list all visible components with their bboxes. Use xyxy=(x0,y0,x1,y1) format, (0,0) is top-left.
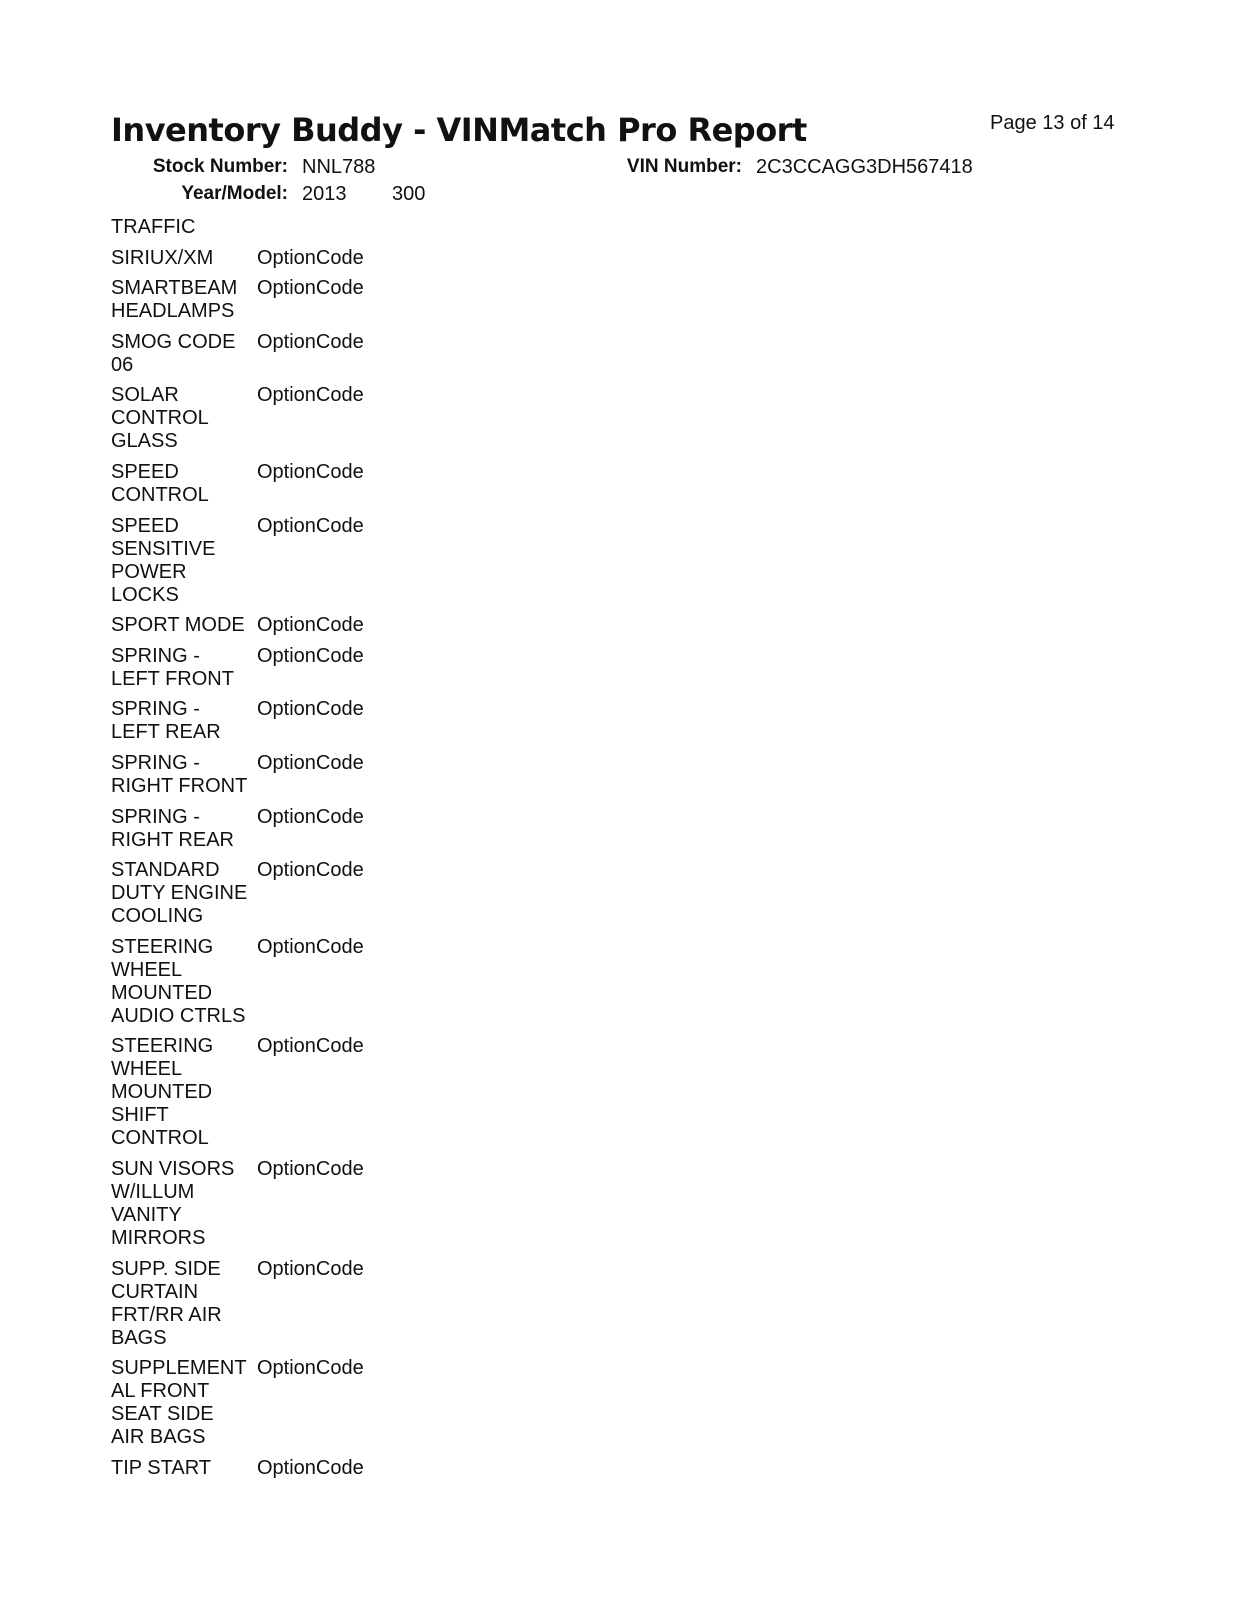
option-row xyxy=(111,515,451,607)
option-row xyxy=(111,1357,451,1449)
option-row xyxy=(111,277,451,323)
option-name: SPEED CONTROL xyxy=(111,460,209,506)
option-code: OptionCode xyxy=(257,384,364,407)
option-code: OptionCode xyxy=(257,751,364,774)
option-name: TRAFFIC xyxy=(111,216,196,238)
option-code: OptionCode xyxy=(257,859,364,882)
option-row xyxy=(111,461,451,507)
year-model-label: Year/Model: xyxy=(181,183,288,204)
option-name: SPORT MODE xyxy=(111,614,245,637)
vin-number-value: 2C3CCAGG3DH567418 xyxy=(756,156,973,178)
stock-number-label: Stock Number: xyxy=(152,156,288,177)
option-row xyxy=(111,806,451,852)
option-code: OptionCode xyxy=(257,644,364,667)
option-code: OptionCode xyxy=(257,1257,364,1280)
option-code: OptionCode xyxy=(257,330,364,353)
option-name: STEERING WHEEL MOUNTED AUDIO CTRLS xyxy=(111,935,246,1027)
report-title: Inventory Buddy - VINMatch Pro Report xyxy=(111,111,807,149)
option-name: SPRING - RIGHT FRONT xyxy=(111,751,248,797)
option-row xyxy=(111,698,451,744)
option-row xyxy=(111,752,451,798)
option-name: SUPP. SIDE CURTAIN FRT/RR AIR BAGS xyxy=(111,1257,222,1349)
option-row xyxy=(111,645,451,691)
option-name: SPRING - RIGHT REAR xyxy=(111,805,234,851)
option-row xyxy=(111,1158,451,1250)
option-row xyxy=(111,1258,451,1350)
option-name: SPRING - LEFT FRONT xyxy=(111,644,234,690)
option-name: SUN VISORS W/ILLUM VANITY MIRRORS xyxy=(111,1157,235,1249)
option-row xyxy=(111,1457,451,1480)
option-code: OptionCode xyxy=(257,1456,364,1479)
option-code: OptionCode xyxy=(257,698,364,721)
option-name: SMOG CODE 06 xyxy=(111,330,236,376)
option-name: TIP START xyxy=(111,1456,212,1479)
option-row xyxy=(111,384,451,453)
option-row xyxy=(111,1035,451,1150)
year-value: 2013 xyxy=(302,183,347,205)
option-name: SUPPLEMENT AL FRONT SEAT SIDE AIR BAGS xyxy=(111,1357,247,1449)
option-code: OptionCode xyxy=(257,1035,364,1058)
options-list xyxy=(111,216,451,1487)
option-code: OptionCode xyxy=(257,805,364,828)
option-name: SOLAR CONTROL GLASS xyxy=(111,384,209,453)
option-code: OptionCode xyxy=(257,246,364,269)
model-value: 300 xyxy=(392,183,426,205)
option-code: OptionCode xyxy=(257,460,364,483)
option-code: OptionCode xyxy=(257,1357,364,1380)
vin-number-label: VIN Number: xyxy=(626,156,742,177)
option-name: STANDARD DUTY ENGINE COOLING xyxy=(111,859,248,928)
option-code: OptionCode xyxy=(257,1157,364,1180)
option-row xyxy=(111,247,451,270)
option-code: OptionCode xyxy=(257,514,364,537)
option-row xyxy=(111,331,451,377)
option-name: SIRIUX/XM xyxy=(111,246,214,269)
option-name: SPEED SENSITIVE POWER LOCKS xyxy=(111,514,216,606)
option-row xyxy=(111,936,451,1028)
option-name: SPRING - LEFT REAR xyxy=(111,698,221,744)
option-code: OptionCode xyxy=(257,277,364,300)
option-row xyxy=(111,216,451,239)
option-code: OptionCode xyxy=(257,614,364,637)
option-name: SMARTBEAM HEADLAMPS xyxy=(111,277,238,323)
option-name: STEERING WHEEL MOUNTED SHIFT CONTROL xyxy=(111,1035,214,1150)
stock-number-value: NNL788 xyxy=(302,156,376,178)
option-code: OptionCode xyxy=(257,935,364,958)
option-row xyxy=(111,614,451,637)
option-row xyxy=(111,859,451,928)
page-number: Page 13 of 14 xyxy=(990,112,1115,134)
